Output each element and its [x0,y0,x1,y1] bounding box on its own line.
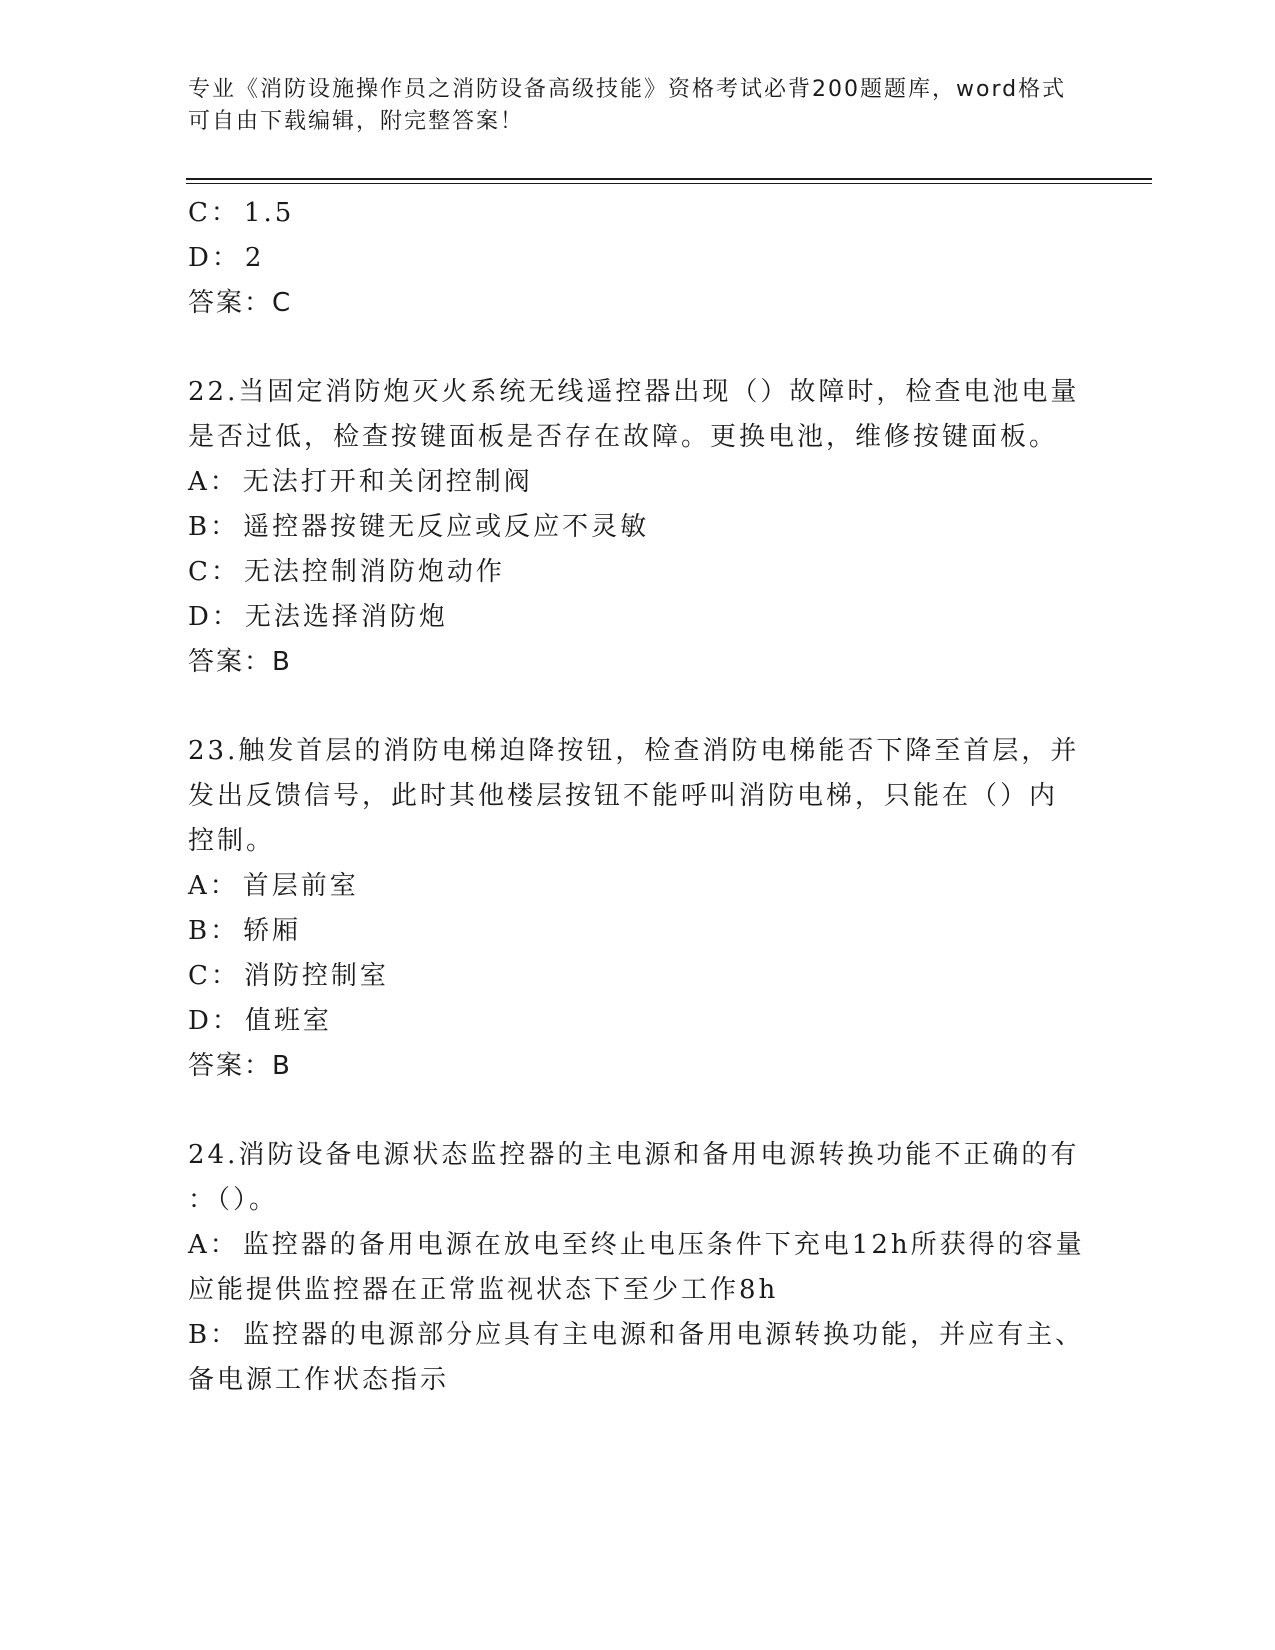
option-text: 1.5 [243,198,295,228]
option-label: C： [188,961,240,991]
question-stem-line: ：（）。 [188,1185,279,1215]
option-text: 消防控制室 [243,961,389,991]
option-text: 2 [244,243,265,273]
option-item [188,999,1088,1044]
option-label: A： [188,467,239,497]
spacer [188,685,1088,729]
option-item [188,954,1088,999]
option-item [188,505,1088,550]
option-text: 无法控制消防炮动作 [243,557,505,587]
option-text: 首层前室 [242,871,359,901]
question-stem-line: 22.当固定消防炮灭火系统无线遥控器出现（）故障时，检查电池电量 [188,377,1080,407]
question-stem-line: 控制。 [188,826,276,856]
answer-line: 答案：C [188,288,293,318]
option-label: C： [188,557,240,587]
option-item [188,460,1088,505]
option-label: C： [188,198,240,228]
option-label: B： [188,1320,240,1350]
answer-line: 答案：B [188,647,292,677]
option-label: B： [188,916,240,946]
option-label: B： [188,512,240,542]
option-text: 轿厢 [243,916,302,946]
option-continuation: 备电源工作状态指示 [188,1365,450,1395]
carryover-options [188,191,1088,326]
option-item [188,236,1088,281]
option-text: 监控器的备用电源在放电至终止电压条件下充电12h所获得的容量 [242,1230,1085,1260]
header-divider-thin [186,183,1152,184]
option-text: 无法打开和关闭控制阀 [242,467,533,497]
document-header: 专业《消防设施操作员之消防设备高级技能》资格考试必背200题题库，word格式可自由下载编辑，附完整答案！ [188,77,1067,134]
option-continuation: 应能提供监控器在正常监视状态下至少工作8h [188,1275,779,1305]
option-item [188,550,1088,595]
question-stem-line: 23.触发首层的消防电梯迫降按钮，检查消防电梯能否下降至首层，并 [188,736,1080,766]
option-item [188,1223,1088,1268]
question-stem-line: 发出反馈信号，此时其他楼层按钮不能呼叫消防电梯，只能在（）内 [188,781,1059,811]
option-item [188,191,1088,236]
option-text: 无法选择消防炮 [244,602,448,632]
option-label: D： [188,1006,241,1036]
option-label: D： [188,243,241,273]
question-content [188,191,1088,1403]
option-item [188,864,1088,909]
option-label: D： [188,602,241,632]
question-block [188,1133,1088,1403]
question-stem-line: 是否过低，检查按键面板是否存在故障。更换电池，维修按键面板。 [188,422,1059,452]
spacer [188,326,1088,370]
option-item [188,909,1088,954]
option-label: A： [188,871,239,901]
header-divider-thick [186,178,1152,180]
option-text: 遥控器按键无反应或反应不灵敏 [243,512,650,542]
option-text: 监控器的电源部分应具有主电源和备用电源转换功能，并应有主、 [243,1320,1085,1350]
option-text: 值班室 [244,1006,332,1036]
spacer [188,1089,1088,1133]
question-block [188,729,1088,1089]
answer-line: 答案：B [188,1051,292,1081]
option-item [188,595,1088,640]
option-item [188,1313,1088,1358]
option-label: A： [188,1230,239,1260]
question-stem-line: 24.消防设备电源状态监控器的主电源和备用电源转换功能不正确的有 [188,1140,1080,1170]
question-block [188,370,1088,685]
